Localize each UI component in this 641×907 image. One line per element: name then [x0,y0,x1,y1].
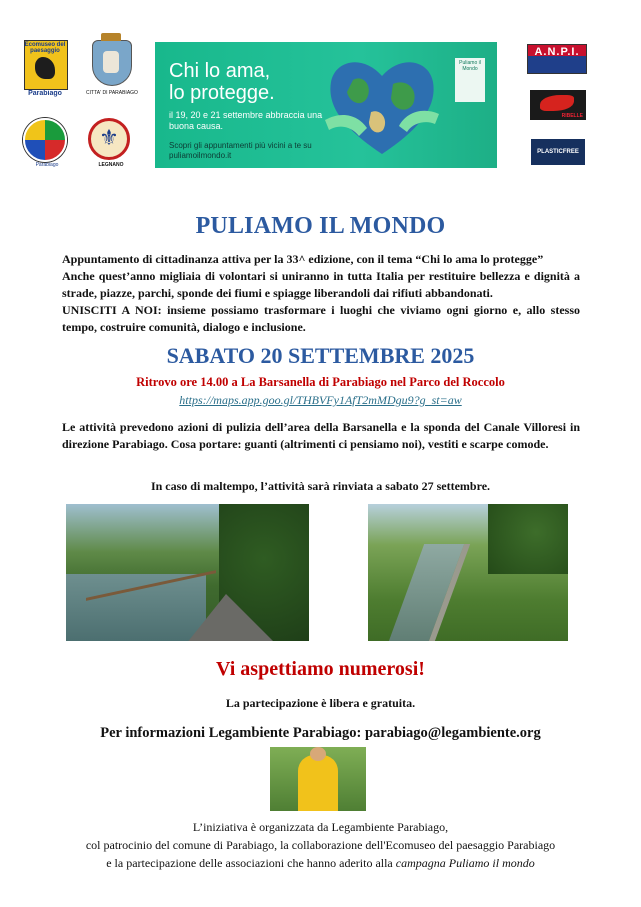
bad-weather-notice: In caso di maltempo, l’attività sarà rinviata a sabato 27 settembre. [150,479,491,493]
free-participation-text: La partecipazione è libera e gratuita. [225,696,416,710]
campaign-banner [155,42,497,168]
banner-cta: Scopri gli appuntamenti più vicini a te su puliamoilmondo.it [169,141,312,160]
footer-line3 [0,854,641,872]
welcome-heading: Vi aspettiamo numerosi! [216,658,425,680]
banner-headline-line2: lo protegge. [169,82,275,104]
legnano-logo [88,118,130,168]
intro-edition: Appuntamento di cittadinanza attiva per la 33^ edizione [62,252,351,266]
anpi-logo [527,44,587,74]
intro-text [62,251,580,336]
footer-line1: L’iniziativa è organizzata da Legambiente Parabiago, [192,820,449,834]
globe-heart-icon [323,50,441,162]
comune-logo-label: CITTA' DI PARABIAGO [86,90,138,96]
legnano-logo-label: LEGNANO [98,162,124,168]
anpi-logo-label: A.N.P.I. [534,46,580,58]
map-link[interactable]: https://maps.app.goo.gl/THBVFy1AfT2mMDgu9?g_st=aw [179,393,462,407]
page-title: PULIAMO IL MONDO [195,213,446,239]
ecomuseo-logo [24,40,66,102]
event-date: SABATO 20 SETTEMBRE 2025 [166,343,475,368]
plasticfree-logo: PLASTICFREE [531,139,585,165]
ribelle-logo [530,90,586,120]
activities-text: Le attività prevedono azioni di pulizia dell’area della Barsanella e la sponda del Canale Villoresi in direzione Parabiago. Cosa portare: guanti (altrimenti ci pensiamo noi), vestiti e scarpe comode. [62,420,580,451]
puliamo-mini-logo: Puliamo il Mondo [455,58,485,102]
ribelle-logo-label: RIBELLE [561,113,583,119]
intro-theme: , con il tema “Chi lo ama lo protegge” [350,252,544,266]
canal-meadow-photo [368,504,568,641]
intro-call-to-action: UNISCITI A NOI: insieme possiamo trasformare i luoghi che viviamo ogni giorno e, allo stesso tempo, costruire comunità, dialogo e inclusione. [62,303,580,334]
ecomuseo-logo-caption: Ecomuseo del paesaggio [24,42,66,54]
banner-dates: il 19, 20 e 21 settembre abbraccia una buona causa. [169,110,323,131]
ecomuseo-logo-label: Parabiago [28,90,62,97]
comune-parabiago-logo [86,40,138,106]
footer-line2: col patrocinio del comune di Parabiago, la collaborazione dell'Ecomuseo del paesaggio Parabiago [85,838,556,852]
scout-logo-label: Parabiago [35,162,59,168]
intro-paragraph: Anche quest’anno migliaia di volontari si uniranno in tutta Italia per restituire bellezza e dignità a strade, piazze, parchi, sponde dei fiumi e spiagge liberandoli dai rifiuti abbandonati. [62,269,580,300]
footer-line3-prefix: e la partecipazione delle associazioni che hanno aderito alla [106,856,396,870]
scout-parabiago-logo [23,118,67,168]
banner-headline [169,60,275,104]
canal-path-photo [66,504,309,641]
contact-info: Per informazioni Legambiente Parabiago: parabiago@legambiente.org [100,725,541,741]
volunteer-photo [270,747,366,811]
meeting-point: Ritrovo ore 14.00 a La Barsanella di Parabiago nel Parco del Roccolo [136,375,505,389]
banner-headline-line1: Chi lo ama, [169,60,271,82]
footer-campaign-name: campagna Puliamo il mondo [395,856,535,870]
footer-credits [0,818,641,872]
